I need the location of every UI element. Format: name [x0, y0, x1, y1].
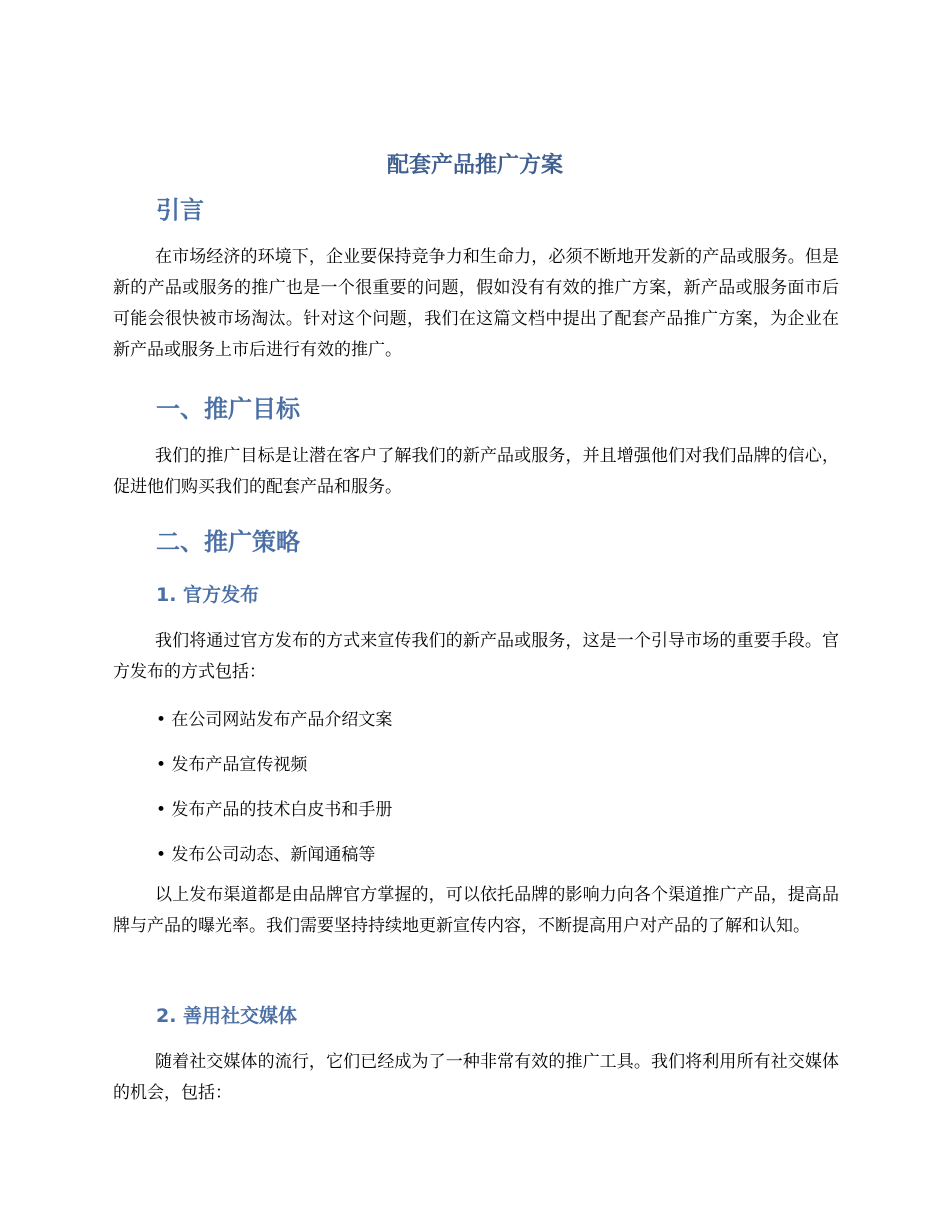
document-title: 配套产品推广方案	[386, 153, 563, 178]
section1-heading: 一、推广目标	[156, 395, 300, 423]
subsection2-heading: 2. 善用社交媒体	[156, 1005, 298, 1027]
bullet-item: • 发布产品的技术白皮书和手册	[156, 800, 393, 820]
subsection1-closing-paragraph: 以上发布渠道都是由品牌官方掌握的，可以依托品牌的影响力向各个渠道推广产品，提高品牌与产品的曝光率。我们需要坚持持续地更新宣传内容，不断提高用户对产品的了解和认知。	[113, 885, 839, 936]
section2-heading: 二、推广策略	[156, 528, 300, 556]
intro-heading: 引言	[156, 196, 204, 224]
subsection1-paragraph: 我们将通过官方发布的方式来宣传我们的新产品或服务，这是一个引导市场的重要手段。官方发布的方式包括：	[113, 631, 839, 682]
bullet-item: • 发布产品宣传视频	[156, 755, 308, 775]
bullet-item: • 在公司网站发布产品介绍文案	[156, 710, 393, 730]
section1-paragraph: 我们的推广目标是让潜在客户了解我们的新产品或服务，并且增强他们对我们品牌的信心，促进他们购买我们的配套产品和服务。	[113, 446, 839, 497]
intro-paragraph: 在市场经济的环境下，企业要保持竞争力和生命力，必须不断地开发新的产品或服务。但是新的产品或服务的推广也是一个很重要的问题，假如没有有效的推广方案，新产品或服务面市后可能会很快被市场淘汰。针对这个问题，我们在这篇文档中提出了配套产品推广方案，为企业在新产品或服务上市后进行有效的推广。	[113, 247, 839, 360]
subsection2-paragraph: 随着社交媒体的流行，它们已经成为了一种非常有效的推广工具。我们将利用所有社交媒体的机会，包括：	[113, 1052, 839, 1103]
bullet-item: • 发布公司动态、新闻通稿等	[156, 845, 376, 865]
subsection1-heading: 1. 官方发布	[156, 584, 260, 606]
